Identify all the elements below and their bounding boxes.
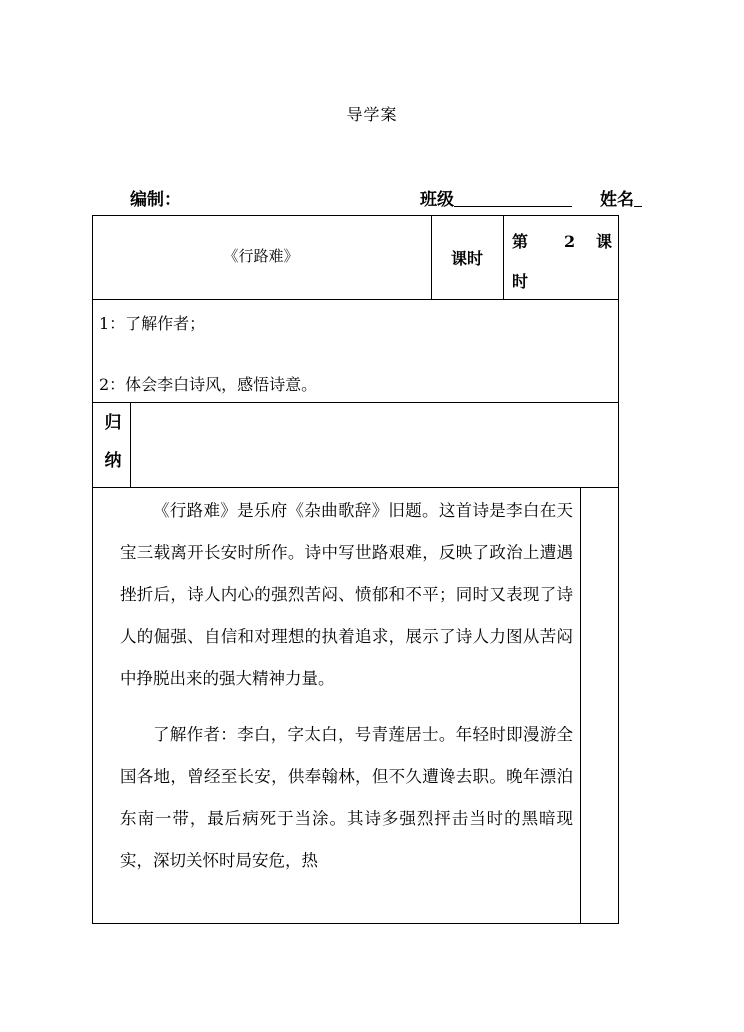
class-blank <box>454 190 572 207</box>
period-label: 课时 <box>450 249 483 268</box>
name-blank <box>634 190 642 207</box>
summary-row <box>92 402 619 488</box>
document-title: 导学案 <box>346 105 398 124</box>
passage-paragraph: 《行路难》是乐府《杂曲歌辞》旧题。这首诗是李白在天宝三载离开长安时所作。诗中写世路艰难，反映了政治上遭遇挫折后，诗人内心的强烈苦闷、愤郁和不平；同时又表现了诗人的倔强、自信和对理想的执着追求，展示了诗人力图从苦闷中挣脱出来的强大精神力量。 <box>120 501 573 688</box>
name-field <box>600 185 642 210</box>
period-value-line2: 时 <box>512 272 529 291</box>
goal-item: 2：体会李白诗风，感悟诗意。 <box>99 375 318 394</box>
lesson-divider-2 <box>503 215 504 300</box>
passage <box>120 490 573 882</box>
class-field <box>420 185 572 210</box>
summary-label: 归纳 <box>104 413 122 471</box>
author-label: 编制： <box>130 190 181 210</box>
goal-item: 1：了解作者； <box>99 314 206 333</box>
summary-divider <box>130 402 131 488</box>
passage-paragraph: 了解作者：李白，字太白，号青莲居士。年轻时即漫游全国各地，曾经至长安，供奉翰林，但不久遭谗去职。晚年漂泊东南一带，最后病死于当涂。其诗多强烈抨击当时的黑暗现实，深切关怀时局安危，热 <box>120 725 573 870</box>
author-field <box>130 185 181 210</box>
passage-divider <box>580 487 581 924</box>
lesson-title: 《行路难》 <box>223 247 299 265</box>
period-value-line1: 第 2 课 <box>512 232 612 251</box>
name-label: 姓名 <box>600 190 634 210</box>
period-value <box>512 222 612 302</box>
class-label: 班级 <box>420 190 454 210</box>
